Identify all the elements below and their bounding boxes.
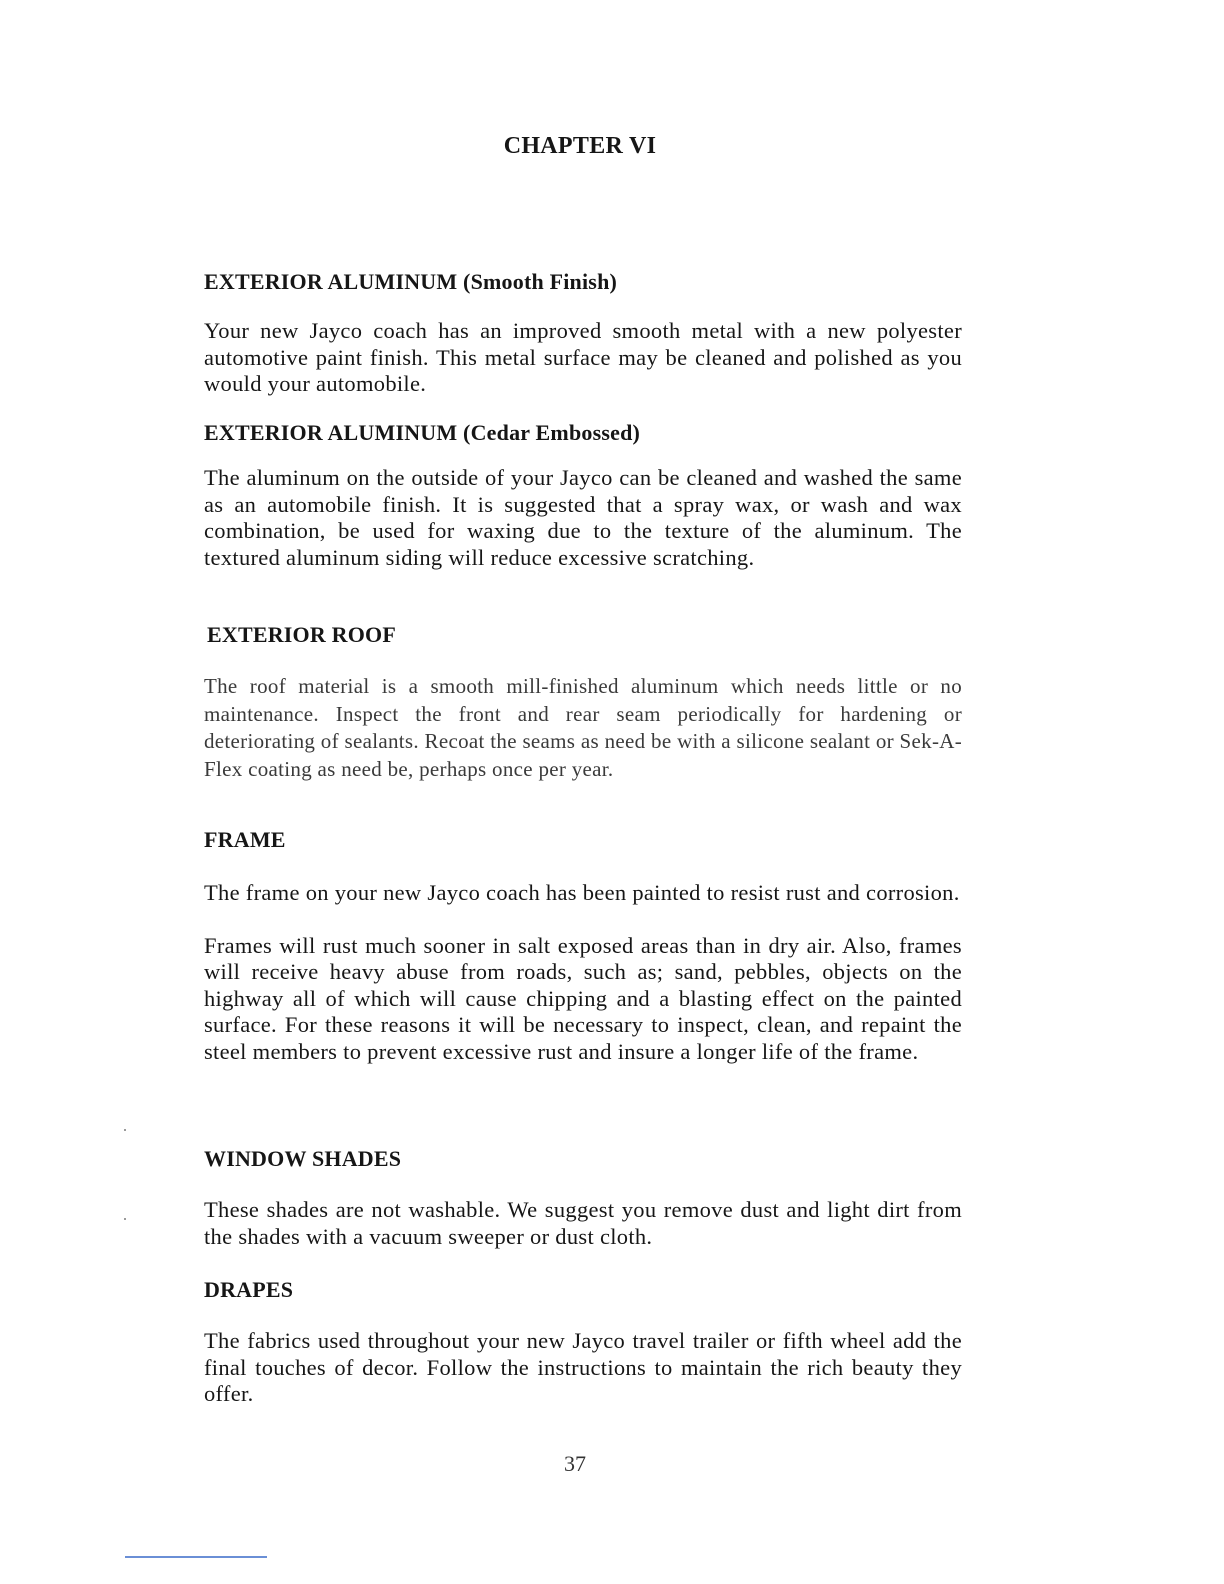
section-paragraph: The roof material is a smooth mill-finished aluminum which needs little or no maintenance. Inspect the front and rear seam periodically for hardening or deteriorating of sealants. Recoat the seams as need be with a silicone sealant or Sek-A-Flex coating as need be, perhaps once per year. (204, 674, 962, 781)
section-exterior-aluminum-cedar (204, 419, 962, 571)
section-paragraph: Your new Jayco coach has an improved smooth metal with a new polyester automotive paint finish. This metal surface may be cleaned and polished as you would your automobile. (204, 318, 962, 396)
section-heading: WINDOW SHADES (204, 1146, 402, 1171)
section-paragraph: The frame on your new Jayco coach has been painted to resist rust and corrosion. (204, 880, 960, 905)
chapter-title: CHAPTER VI (503, 133, 657, 159)
scan-speck (124, 1218, 126, 1220)
section-drapes (204, 1276, 962, 1408)
scan-speck (124, 1129, 126, 1131)
section-exterior-aluminum-smooth (204, 268, 962, 398)
section-heading: EXTERIOR ROOF (207, 622, 397, 647)
section-paragraph: Frames will rust much sooner in salt exposed areas than in dry air. Also, frames will receive heavy abuse from roads, such as; sand, pebbles, objects on the highway all of which will cause chipping and a blasting effect on the painted surface. For these reasons it will be necessary to inspect, clean, and repaint the steel members to prevent excessive rust and insure a longer life of the frame. (204, 932, 962, 1064)
section-exterior-roof (204, 621, 962, 783)
section-window-shades (204, 1145, 962, 1250)
page-number: 37 (564, 1451, 586, 1476)
section-frame (204, 826, 962, 1065)
section-paragraph: These shades are not washable. We suggest you remove dust and light dirt from the shades with a vacuum sweeper or dust cloth. (204, 1197, 962, 1249)
section-paragraph: The fabrics used throughout your new Jayco travel trailer or fifth wheel add the final touches of decor. Follow the instructions to maintain the rich beauty they offer. (204, 1328, 962, 1406)
section-heading: DRAPES (204, 1277, 294, 1302)
section-heading: FRAME (204, 827, 286, 852)
section-heading: EXTERIOR ALUMINUM (Cedar Embossed) (204, 420, 641, 445)
section-paragraph: The aluminum on the outside of your Jayco can be cleaned and washed the same as an automobile finish. It is suggested that a spray wax, or wash and wax combination, be used for waxing due to the texture of the aluminum. The textured aluminum siding will reduce excessive scratching. (204, 465, 962, 570)
footnote-rule (125, 1556, 267, 1558)
section-heading: EXTERIOR ALUMINUM (Smooth Finish) (204, 269, 618, 294)
